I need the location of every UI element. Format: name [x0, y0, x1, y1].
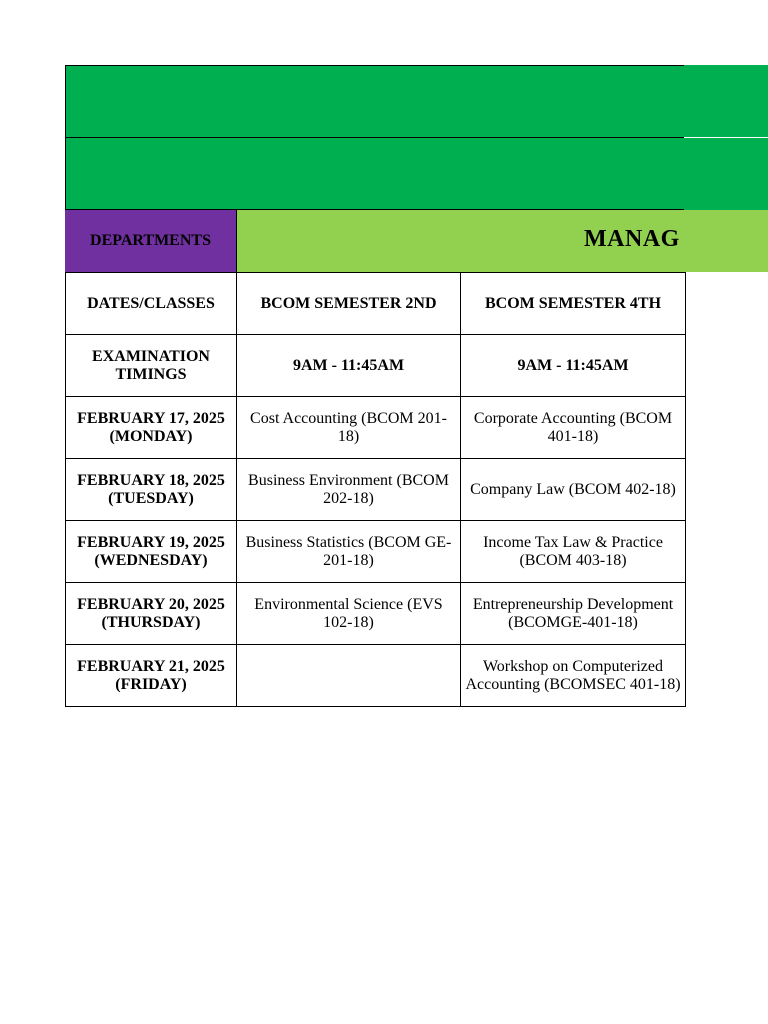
border-line	[65, 65, 684, 66]
sem2-subject-cell: Cost Accounting (BCOM 201-18)	[237, 397, 461, 459]
table-row	[66, 583, 686, 645]
date-cell	[66, 645, 237, 707]
sem2-subject-cell: Business Environment (BCOM 202-18)	[237, 459, 461, 521]
date-cell	[66, 583, 237, 645]
day-text: (THURSDAY)	[101, 613, 201, 631]
table-row	[66, 459, 686, 521]
header-band-second	[65, 138, 768, 210]
date-text: FEBRUARY 20, 2025	[77, 595, 225, 613]
date-text: FEBRUARY 21, 2025	[77, 657, 225, 675]
sem4-subject-cell: Company Law (BCOM 402-18)	[461, 459, 686, 521]
table-row	[66, 521, 686, 583]
departments-label-cell	[65, 210, 236, 272]
sem4-subject-cell: Workshop on Computerized Accounting (BCOMSEC 401-18)	[461, 645, 686, 707]
date-cell	[66, 521, 237, 583]
date-cell	[66, 459, 237, 521]
border-line	[65, 137, 684, 138]
date-text: FEBRUARY 17, 2025	[77, 409, 225, 427]
header-band-top	[65, 65, 768, 137]
column-header-dates: DATES/CLASSES	[66, 273, 237, 335]
management-title: MANAG	[584, 226, 680, 252]
sem2-subject-cell: Environmental Science (EVS 102-18)	[237, 583, 461, 645]
day-text: (WEDNESDAY)	[94, 551, 208, 569]
sem4-subject-cell: Income Tax Law & Practice (BCOM 403-18)	[461, 521, 686, 583]
day-text: (MONDAY)	[109, 427, 193, 445]
date-cell	[66, 397, 237, 459]
sem2-subject-cell: Business Statistics (BCOM GE-201-18)	[237, 521, 461, 583]
column-header-row	[66, 273, 686, 335]
day-text: (FRIDAY)	[115, 675, 187, 693]
timings-sem2: 9AM - 11:45AM	[237, 335, 461, 397]
sem2-subject-cell	[237, 645, 461, 707]
departments-label: DEPARTMENTS	[90, 232, 211, 249]
date-text: FEBRUARY 18, 2025	[77, 471, 225, 489]
column-header-sem2: BCOM SEMESTER 2ND	[237, 273, 461, 335]
column-header-sem4: BCOM SEMESTER 4TH	[461, 273, 686, 335]
border-line	[236, 210, 237, 272]
timings-label: EXAMINATION TIMINGS	[66, 335, 237, 397]
sem4-subject-cell: Entrepreneurship Development (BCOMGE-401-18)	[461, 583, 686, 645]
timings-row	[66, 335, 686, 397]
table-row	[66, 397, 686, 459]
management-title-cell	[236, 210, 768, 272]
timings-sem4: 9AM - 11:45AM	[461, 335, 686, 397]
date-text: FEBRUARY 19, 2025	[77, 533, 225, 551]
table-row	[66, 645, 686, 707]
day-text: (TUESDAY)	[108, 489, 194, 507]
sem4-subject-cell: Corporate Accounting (BCOM 401-18)	[461, 397, 686, 459]
schedule-table	[65, 272, 686, 707]
